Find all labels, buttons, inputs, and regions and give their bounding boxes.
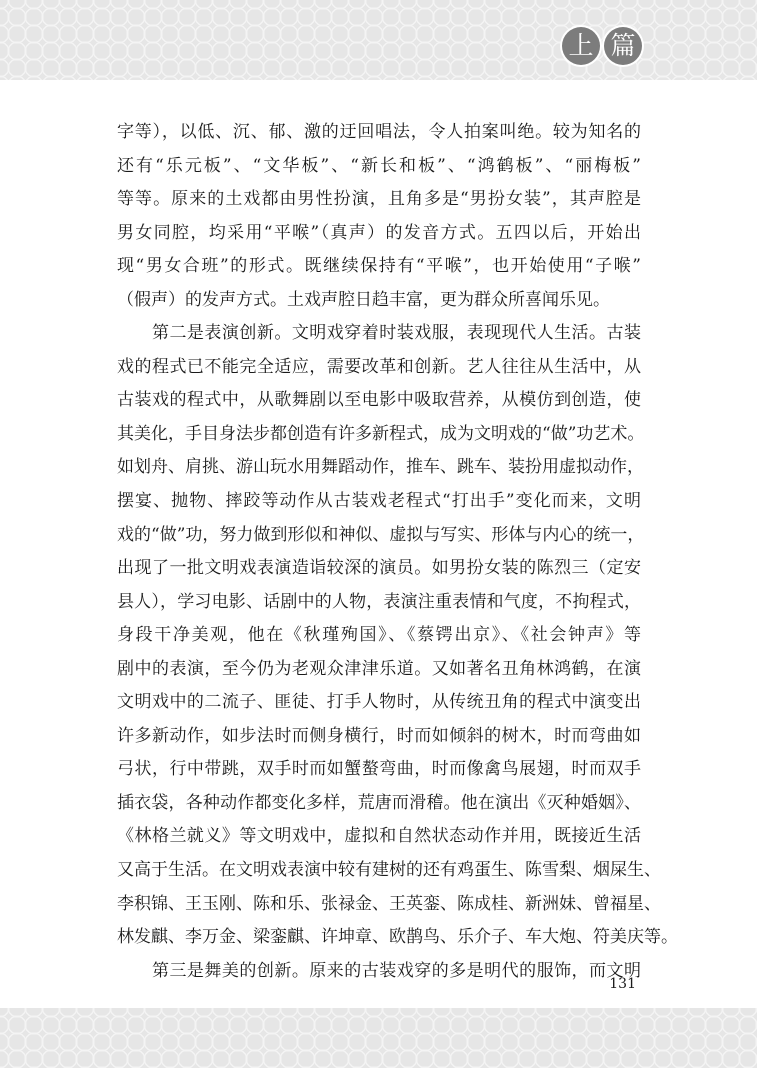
text-line: 第二是表演创新。文明戏穿着时装戏服，表现现代人生活。古装: [117, 323, 641, 344]
section-badge: [562, 27, 642, 65]
text-line: 如划舟、肩挑、游山玩水用舞蹈动作，推车、跳车、装扮用虚拟动作，: [117, 457, 644, 478]
text-line: 第三是舞美的创新。原来的古装戏穿的多是明代的服饰，而文明: [117, 960, 641, 981]
text-line: 摆宴、抛物、摔跤等动作从古装戏老程式“打出手”变化而来，文明: [117, 491, 641, 512]
text-line: 男女同腔，均采用“平喉”（真声）的发音方式。五四以后，开始出: [117, 222, 641, 243]
text-line: 又高于生活。在文明戏表演中较有建树的还有鸡蛋生、陈雪梨、烟屎生、: [117, 860, 661, 881]
header-pattern-band: [0, 0, 757, 80]
text-line: 出现了一批文明戏表演造诣较深的演员。如男扮女装的陈烈三（定安: [117, 558, 641, 579]
text-line: 字等），以低、沉、郁、激的迂回唱法，令人拍案叫绝。较为知名的: [117, 122, 641, 142]
text-line: 其美化，手目身法步都创造有许多新程式，成为文明戏的“做”功艺术。: [117, 423, 645, 444]
text-line: 现“男女合班”的形式。既继续保持有“平喉”，也开始使用“子喉”: [117, 256, 641, 277]
text-line: 插衣袋，各种动作都变化多样，荒唐而滑稽。他在演出《灭种婚姻》、: [117, 792, 641, 813]
text-line: 戏的“做”功，努力做到形似和神似、虚拟与写实、形体与内心的统一，: [117, 524, 645, 545]
text-line: 身段干净美观，他在《秋瑾殉国》、《蔡锷出京》、《社会钟声》等: [117, 625, 641, 646]
body-text: [117, 116, 678, 988]
text-line: 文明戏中的二流子、匪徒、打手人物时，从传统丑角的程式中演变出: [117, 692, 641, 713]
text-line: 等等。原来的土戏都由男性扮演，且角多是“男扮女装”，其声腔是: [117, 189, 641, 210]
section-badge-char-2: 篇: [604, 27, 642, 65]
text-line: 戏的程式已不能完全适应，需要改革和创新。艺人往往从生活中，从: [117, 356, 641, 377]
text-line: 《林格兰就义》等文明戏中，虚拟和自然状态动作并用，既接近生活: [117, 826, 641, 847]
text-line: 弓状，行中带跳，双手时而如蟹螯弯曲，时而像禽鸟展翅，时而双手: [117, 759, 641, 780]
text-line: 县人），学习电影、话剧中的人物，表演注重表情和气度，不拘程式，: [117, 591, 641, 612]
text-line: 古装戏的程式中，从歌舞剧以至电影中吸取营养，从模仿到创造，使: [117, 390, 641, 411]
section-badge-char-1: 上: [562, 27, 600, 65]
text-line: （假声）的发声方式。土戏声腔日趋丰富，更为群众所喜闻乐见。: [117, 289, 610, 310]
page-number: 131: [609, 976, 636, 992]
text-line: 许多新动作，如步法时而侧身横行，时而如倾斜的树木，时而弯曲如: [117, 725, 641, 746]
text-line: 剧中的表演，至今仍为老观众津津乐道。又如著名丑角林鸿鹤，在演: [117, 658, 641, 679]
footer-pattern-band: [0, 1008, 757, 1068]
text-line: 还有“乐元板”、“文华板”、“新长和板”、“鸿鹤板”、“丽梅板”: [117, 155, 641, 176]
text-line: 李积锦、王玉刚、陈和乐、张禄金、王英銮、陈成桂、新洲妹、曾福星、: [117, 893, 661, 914]
text-line: 林发麒、李万金、梁銮麒、许坤章、欧鹊鸟、乐介子、车大炮、符美庆等。: [117, 927, 678, 948]
